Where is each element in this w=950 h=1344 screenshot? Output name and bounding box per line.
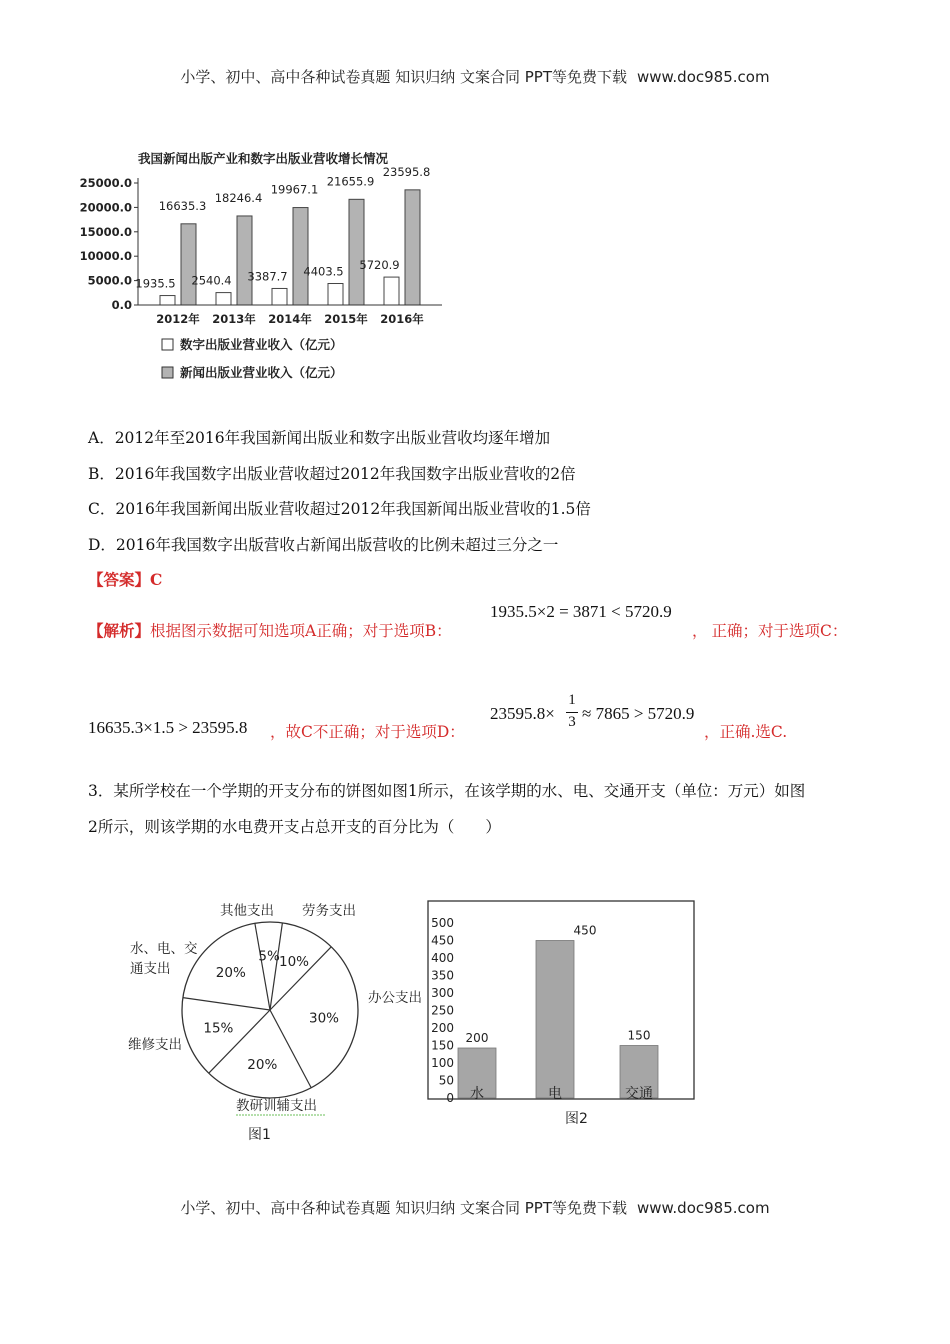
- formula-d-left: 23595.8×: [490, 704, 555, 723]
- chart-title: 我国新闻出版产业和数字出版业营收增长情况: [138, 151, 389, 166]
- y-tick-label: 0.0: [111, 298, 132, 312]
- expense-pie-chart: [120, 895, 370, 1145]
- option-d: D．2016年我国数字出版营收占新闻出版营收的比例未超过三分之一: [88, 536, 559, 554]
- bar-news-0: [181, 224, 196, 305]
- y-tick-label: 0: [446, 1091, 454, 1105]
- y-tick-label: 5000.0: [87, 273, 132, 288]
- label-news-0: 16635.3: [158, 198, 207, 213]
- q3-line-2: 2所示，则该学期的水电费开支占总开支的百分比为（ ）: [88, 818, 501, 836]
- q3-line-1: 3．某所学校在一个学期的开支分布的饼图如图1所示，在该学期的水、电、交通开支（单位：万元）如图: [88, 782, 806, 800]
- label-digital-2: 3387.7: [247, 269, 288, 284]
- answer-value: C: [150, 570, 163, 589]
- pie-label-repair: 维修支出: [128, 1037, 182, 1053]
- y-tick-label: 500: [431, 916, 454, 930]
- bar-digital-0: [160, 296, 175, 305]
- y-tick-label: 25000.0: [80, 176, 132, 190]
- bar-digital-3: [328, 284, 343, 305]
- x-category-label: 水: [470, 1086, 484, 1102]
- label-news-2: 19967.1: [270, 182, 319, 197]
- y-axis-ticks: [80, 176, 138, 312]
- pie-slice-5: 20%: [215, 965, 246, 982]
- label-digital-4: 5720.9: [359, 258, 400, 273]
- y-tick-label: 150: [431, 1038, 454, 1053]
- y-tick-label: 15000.0: [80, 224, 132, 239]
- analysis-b-end: 正确；对于选项C：: [711, 622, 848, 640]
- analysis-c-end: ，故C不正确；对于选项D：: [270, 723, 465, 741]
- y-tick-label: 50: [438, 1073, 454, 1088]
- bar-digital-4: [384, 277, 399, 305]
- bar-digital-2: [272, 288, 287, 305]
- footer-url: www.doc985.com: [636, 1199, 770, 1217]
- analysis-line-1: [88, 619, 452, 641]
- utilities-bar-chart: [420, 895, 710, 1135]
- analysis-d-end: ，正确.选C.: [704, 723, 788, 741]
- bar-digital-1: [216, 293, 231, 305]
- answer-line: [88, 568, 162, 590]
- y-tick-label: 20000.0: [80, 200, 132, 215]
- label-digital-0: 1935.5: [135, 276, 176, 291]
- publishing-revenue-chart: [80, 140, 460, 390]
- formula-b-comma: ，: [692, 622, 708, 640]
- figure-1-caption: 图1: [248, 1127, 271, 1143]
- label-news-4: 23595.8: [382, 164, 431, 179]
- option-b: B．2016年我国数字出版业营收超过2012年我国数字出版业营收的2倍: [88, 465, 576, 483]
- label-news-1: 18246.4: [214, 190, 263, 205]
- formula-b-tail: [692, 619, 847, 641]
- x-category-label: 2013年: [212, 312, 256, 326]
- pie-slice-2: 30%: [309, 1010, 340, 1027]
- y-tick-label: 10000.0: [80, 249, 132, 264]
- y-tick-label: 350: [431, 968, 454, 983]
- label-digital-1: 2540.4: [191, 273, 232, 288]
- bar-news-4: [405, 190, 420, 305]
- pie-slice-3: 20%: [247, 1057, 278, 1074]
- pie-label-water-line2: 通支出: [130, 961, 171, 977]
- label-news-3: 21655.9: [326, 174, 375, 189]
- answer-tag: 【答案】: [88, 570, 151, 589]
- option-c: C．2016年我国新闻出版业营收超过2012年我国新闻出版业营收的1.5倍: [88, 500, 591, 518]
- label-digital-3: 4403.5: [303, 264, 344, 279]
- x-category-label: 2016年: [380, 312, 424, 326]
- bar-value-label: 150: [627, 1028, 651, 1043]
- legend-digital: 数字出版业营业收入（亿元）: [180, 337, 343, 352]
- y-tick-label: 200: [431, 1021, 454, 1035]
- analysis-a: 根据图示数据可知选项A正确；对于选项B：: [150, 622, 452, 640]
- page-footer: [0, 1197, 950, 1218]
- legend-swatch-news: [162, 367, 173, 378]
- footer-text: 小学、初中、高中各种试卷真题 知识归纳 文案合同 PPT等免费下载: [180, 1199, 627, 1217]
- x-category-label: 2014年: [268, 312, 312, 326]
- figure-2-caption: 图2: [565, 1111, 588, 1127]
- bar-news-3: [349, 199, 364, 305]
- y-tick-label: 250: [431, 1003, 454, 1018]
- bar-news-2: [293, 208, 308, 305]
- x-axis-categories: [156, 312, 424, 326]
- pie-slice-4: 15%: [203, 1020, 234, 1037]
- header-text: 小学、初中、高中各种试卷真题 知识归纳 文案合同 PPT等免费下载: [180, 68, 627, 86]
- bar-value-labels: [135, 165, 430, 291]
- formula-c: 16635.3×1.5 > 23595.8: [88, 718, 248, 737]
- legend-news: 新闻出版业营业收入（亿元）: [180, 365, 343, 380]
- y-tick-label: 100: [431, 1056, 454, 1070]
- bar-news-1: [237, 216, 252, 305]
- fraction-bar: [566, 712, 578, 713]
- pie-label-office: 办公支出: [368, 990, 422, 1006]
- x-category-label: 交通: [625, 1086, 653, 1102]
- bar-value-label: 450: [573, 923, 597, 938]
- analysis-tag: 【解析】: [88, 621, 151, 640]
- bar-1: [536, 941, 574, 1099]
- y-tick-label: 300: [431, 986, 454, 1000]
- x-category-label: 2012年: [156, 312, 200, 326]
- bar-value-label: 200: [465, 1031, 489, 1045]
- option-a: A．2012年至2016年我国新闻出版业和数字出版业营收均逐年增加: [88, 429, 551, 447]
- pie-label-teaching: 教研训辅支出: [236, 1098, 317, 1114]
- x-category-label: 电: [548, 1086, 562, 1102]
- y-tick-label: 400: [431, 951, 454, 965]
- legend-swatch-digital: [162, 339, 173, 350]
- pie-slice-1: 10%: [278, 954, 310, 971]
- formula-b: 1935.5×2 = 3871 < 5720.9: [490, 602, 672, 621]
- pie-label-labor: 劳务支出: [302, 903, 356, 919]
- formula-d-right: ≈ 7865 > 5720.9: [582, 704, 695, 723]
- header-url: www.doc985.com: [636, 68, 770, 86]
- y-tick-label: 450: [431, 933, 454, 948]
- pie-label-water-line1: 水、电、交: [130, 941, 198, 957]
- x-category-label: 2015年: [324, 312, 368, 326]
- formula-d-denominator: 3: [568, 714, 576, 730]
- pie-label-other: 其他支出: [220, 903, 274, 919]
- page-header: [0, 66, 950, 87]
- pie-slice-0: 5%: [258, 948, 280, 965]
- formula-d-numerator: 1: [568, 692, 576, 708]
